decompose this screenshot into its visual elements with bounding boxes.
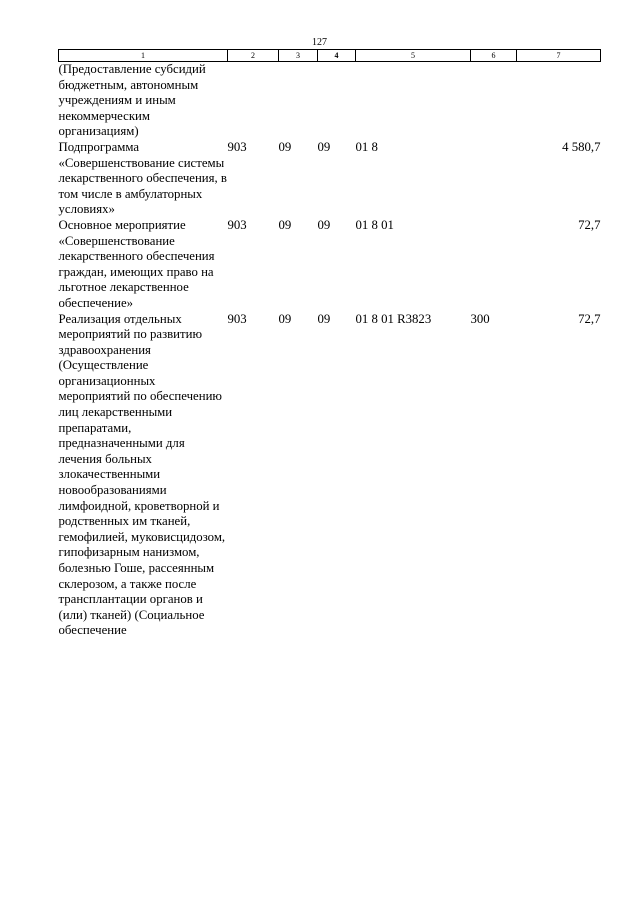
section-code	[279, 62, 318, 140]
ministry-code: 903	[227, 311, 247, 326]
row-name: Подпрограмма «Совершенствование системы лекарственного обеспечения, в том числе в амбулаторных условиях»	[58, 139, 227, 217]
table-row	[59, 218, 601, 312]
subsection-code: 09	[317, 311, 331, 326]
column-number: 6	[471, 50, 517, 62]
expense-type-code	[471, 218, 517, 312]
amount	[517, 62, 601, 140]
section-code: 09	[278, 311, 292, 326]
amount: 4 580,7	[562, 139, 601, 154]
row-name: (Предоставление субсидий бюджетным, автономным учреждениям и иным некоммерческим организациям)	[58, 62, 206, 139]
amount: 72,7	[578, 217, 601, 232]
table-row	[59, 62, 601, 140]
row-name: Реализация отдельных мероприятий по развитию здравоохранения (Осуществление организационных мероприятий по обеспечению лиц лекарственными препаратами, предназначенными для лечения больных злокачественными новообразованиями лимфоидной, кроветворной и родственных им тканей, гемофилией, муковисцидозом, гипофизарным нанизмом, болезнью Гоше, рассеянным склерозом, а также после трансплантации органов и (или) тканей) (Социальное обеспечение	[58, 311, 226, 638]
column-number: 4	[318, 50, 356, 62]
ministry-code: 903	[227, 139, 247, 154]
target-article-code: 01 8 01 R3823	[355, 311, 432, 326]
column-number: 5	[356, 50, 471, 62]
budget-table	[58, 49, 601, 639]
section-code: 09	[278, 139, 292, 154]
expense-type-code: 300	[470, 311, 490, 326]
ministry-code: 903	[227, 217, 247, 232]
target-article-code	[356, 62, 471, 140]
page-number: 127	[312, 37, 327, 48]
column-number-row	[59, 50, 601, 62]
row-name: Основное мероприятие «Совершенствование лекарственного обеспечения граждан, имеющих право на льготное лекарственное обеспечение»	[58, 217, 215, 310]
column-number: 1	[59, 50, 228, 62]
ministry-code	[228, 62, 279, 140]
column-number: 7	[517, 50, 601, 62]
target-article-code: 01 8 01	[355, 217, 394, 232]
subsection-code: 09	[317, 139, 331, 154]
table-row	[59, 140, 601, 218]
subsection-code: 09	[317, 217, 331, 232]
amount: 72,7	[578, 311, 601, 326]
section-code: 09	[278, 217, 292, 232]
target-article-code: 01 8	[355, 139, 378, 154]
table-row	[59, 312, 601, 639]
subsection-code	[318, 62, 356, 140]
expense-type-code	[471, 62, 517, 140]
column-number: 3	[279, 50, 318, 62]
column-number: 2	[228, 50, 279, 62]
expense-type-code	[471, 140, 517, 218]
